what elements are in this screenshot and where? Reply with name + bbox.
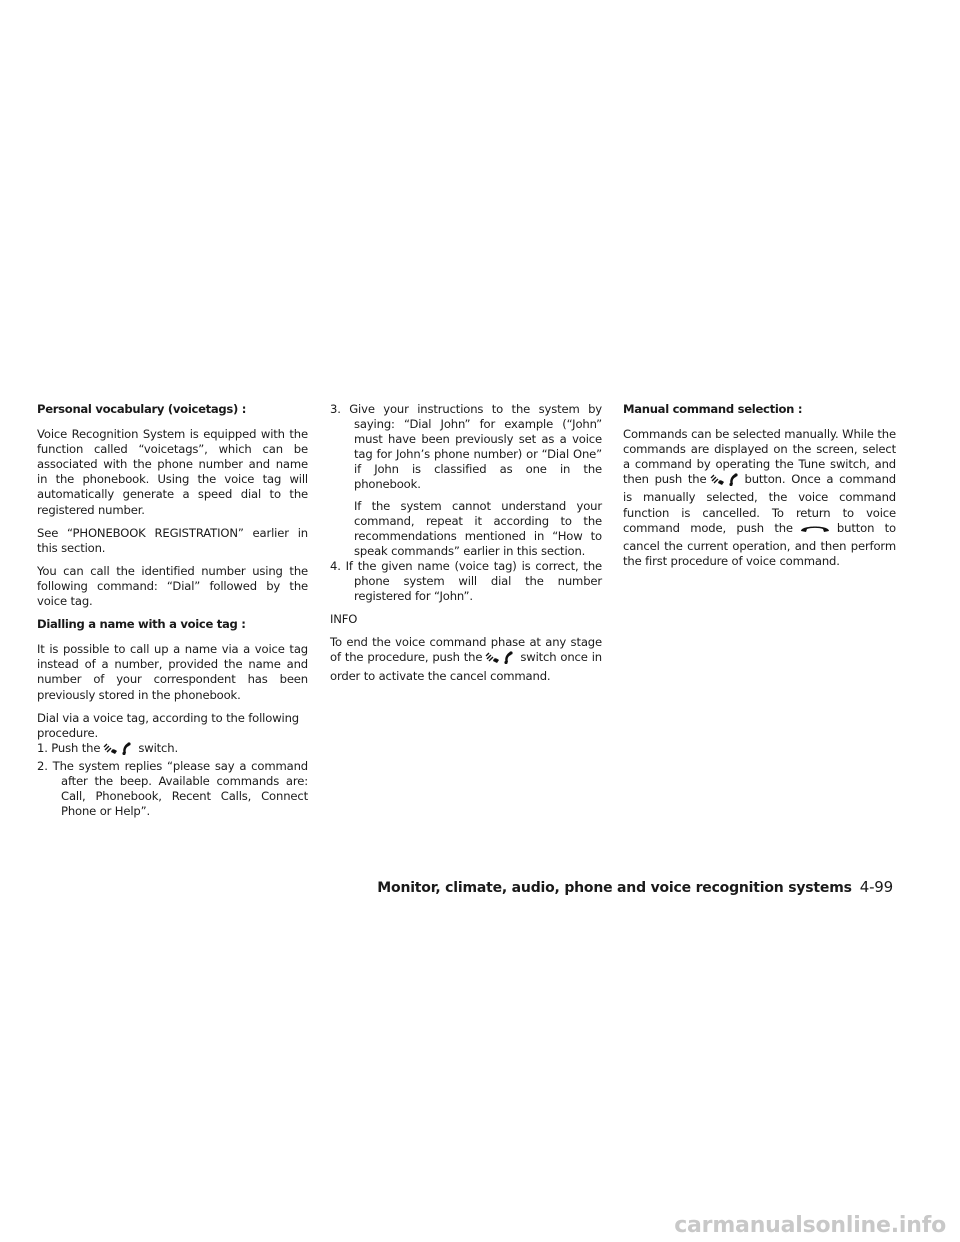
paragraph-manual-commands	[623, 427, 896, 569]
paragraph-end-voice-command	[330, 635, 602, 683]
column-2	[330, 402, 602, 692]
step-1-text-start: 1. Push the	[37, 740, 101, 755]
column-3	[623, 402, 896, 577]
info-label: INFO	[330, 612, 358, 627]
step-1	[37, 741, 308, 759]
step-3: 3. Give your instructions to the system by saying: “Dial John” for example (“John” must have been previously set as a voice tag for John’s phone number) or “Dial One” if John is classified as one in the phonebook.	[330, 402, 602, 492]
page-number: 4-99	[859, 878, 893, 896]
end-voice-text-start: To end the voice command phase at any stage of the procedure, push the	[330, 635, 602, 665]
talk-phone-icon	[102, 741, 136, 759]
step-3-note: If the system cannot understand your command, repeat it according to the recommendations mentioned in “How to speak commands” earlier in this section.	[354, 498, 602, 558]
step-2: 2. The system replies “please say a command after the beep. Available commands are: Call, Phonebook, Recent Calls, Connect Phone or Help”.	[37, 758, 308, 819]
step-1-text-end: switch.	[138, 740, 178, 755]
paragraph-voicetags-intro: Voice Recognition System is equipped with the function called “voicetags”, which can be associated with the phone number and name in the phonebook. Using the voice tag will automatically generate a speed dial to the registered number.	[37, 427, 308, 517]
step-4: 4. If the given name (voice tag) is correct, the phone system will dial the number registered for “John”.	[330, 558, 602, 604]
manual-text-a: Commands can be selected manually. While the commands are displayed on the screen, select a command by operating the Tune switch, and then push the	[623, 427, 896, 487]
paragraph-call-identified-number: You can call the identified number using the following command: “Dial” followed by the voice tag.	[37, 563, 308, 609]
column-1	[37, 402, 308, 819]
talk-phone-icon	[709, 472, 743, 490]
paragraph-call-via-voice-tag: It is possible to call up a name via a voice tag instead of a number, provided the name and number of your correspondent has been previously stored in the phonebook.	[37, 642, 308, 702]
paragraph-see-phonebook: See “PHONEBOOK REGISTRATION” earlier in this section.	[37, 525, 308, 555]
manual-text-c: button to cancel the current operation, and then perform the first procedure of voice command.	[623, 520, 897, 568]
manual-text-b: button. Once a command is manually selected, the voice command function is cancelled. To return to voice command mode, push the	[623, 472, 896, 535]
heading-personal-vocabulary: Personal vocabulary (voicetags) :	[37, 402, 247, 416]
phone-hangup-icon	[795, 521, 835, 539]
page-footer	[377, 878, 893, 896]
heading-dialling-voice-tag: Dialling a name with a voice tag :	[37, 617, 246, 632]
end-voice-text-end: switch once in order to activate the cancel command.	[330, 650, 602, 683]
watermark: carmanualsonline.info	[674, 1213, 946, 1238]
paragraph-procedure-intro: Dial via a voice tag, according to the following procedure.	[37, 710, 300, 740]
talk-phone-icon	[484, 650, 518, 668]
heading-manual-command-selection: Manual command selection :	[623, 402, 803, 416]
section-title: Monitor, climate, audio, phone and voice recognition systems	[377, 880, 852, 896]
